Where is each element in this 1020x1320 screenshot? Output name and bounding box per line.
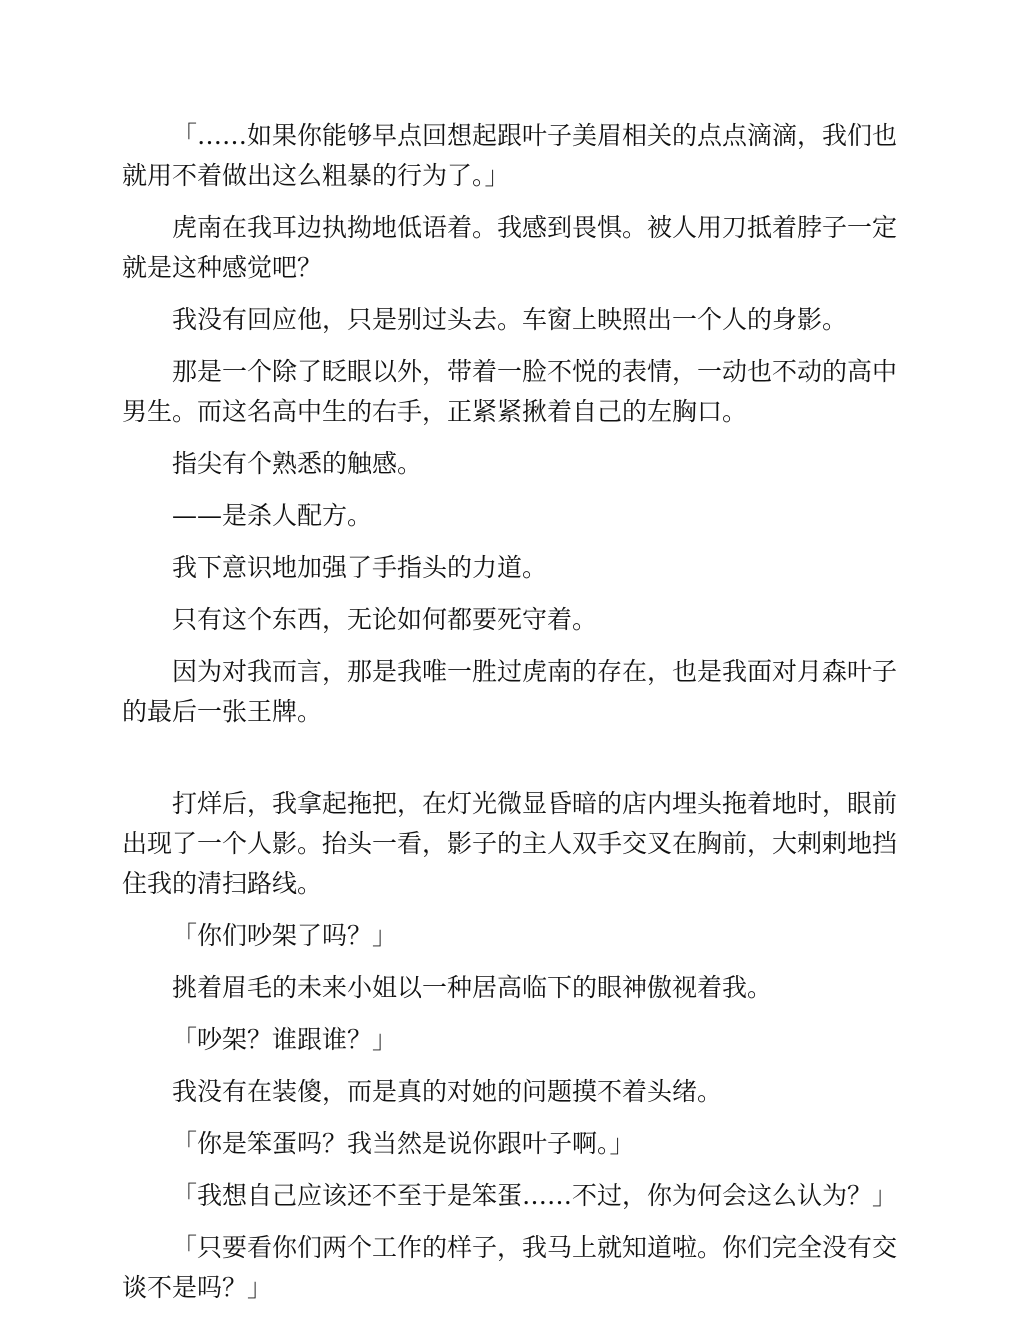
paragraph: 「你们吵架了吗？」: [172, 921, 398, 950]
paragraph: 「……如果你能够早点回想起跟叶子美眉相关的点点滴滴，我们也就用不着做出这么粗暴的行为了。」: [122, 121, 898, 190]
paragraph: 虎南在我耳边执拗地低语着。我感到畏惧。被人用刀抵着脖子一定就是这种感觉吧？: [122, 213, 898, 282]
paragraph: 指尖有个熟悉的触感。: [172, 449, 423, 478]
paragraph: 只有这个东西，无论如何都要死守着。: [172, 605, 598, 634]
section-break: [122, 744, 898, 784]
paragraph: 我没有在装傻，而是真的对她的问题摸不着头绪。: [172, 1077, 723, 1106]
paragraph: 「你是笨蛋吗？我当然是说你跟叶子啊。」: [172, 1129, 635, 1158]
paragraph: 我下意识地加强了手指头的力道。: [172, 553, 548, 582]
paragraph: 因为对我而言，那是我唯一胜过虎南的存在，也是我面对月森叶子的最后一张王牌。: [122, 657, 898, 726]
body-text: [122, 116, 898, 1320]
paragraph: 那是一个除了眨眼以外，带着一脸不悦的表情，一动也不动的高中男生。而这名高中生的右手，正紧紧揪着自己的左胸口。: [122, 357, 898, 426]
paragraph: 「只要看你们两个工作的样子，我马上就知道啦。你们完全没有交谈不是吗？」: [122, 1233, 898, 1302]
paragraph: 「吵架？谁跟谁？」: [172, 1025, 398, 1054]
paragraph: 打烊后，我拿起拖把，在灯光微显昏暗的店内埋头拖着地时，眼前出现了一个人影。抬头一看，影子的主人双手交叉在胸前，大剌剌地挡住我的清扫路线。: [122, 789, 898, 898]
paragraph: 挑着眉毛的未来小姐以一种居高临下的眼神傲视着我。: [172, 973, 773, 1002]
paragraph: 我没有回应他，只是别过头去。车窗上映照出一个人的身影。: [172, 305, 848, 334]
paragraph: 「我想自己应该还不至于是笨蛋……不过，你为何会这么认为？」: [172, 1181, 898, 1210]
paragraph: ——是杀人配方。: [172, 501, 373, 530]
